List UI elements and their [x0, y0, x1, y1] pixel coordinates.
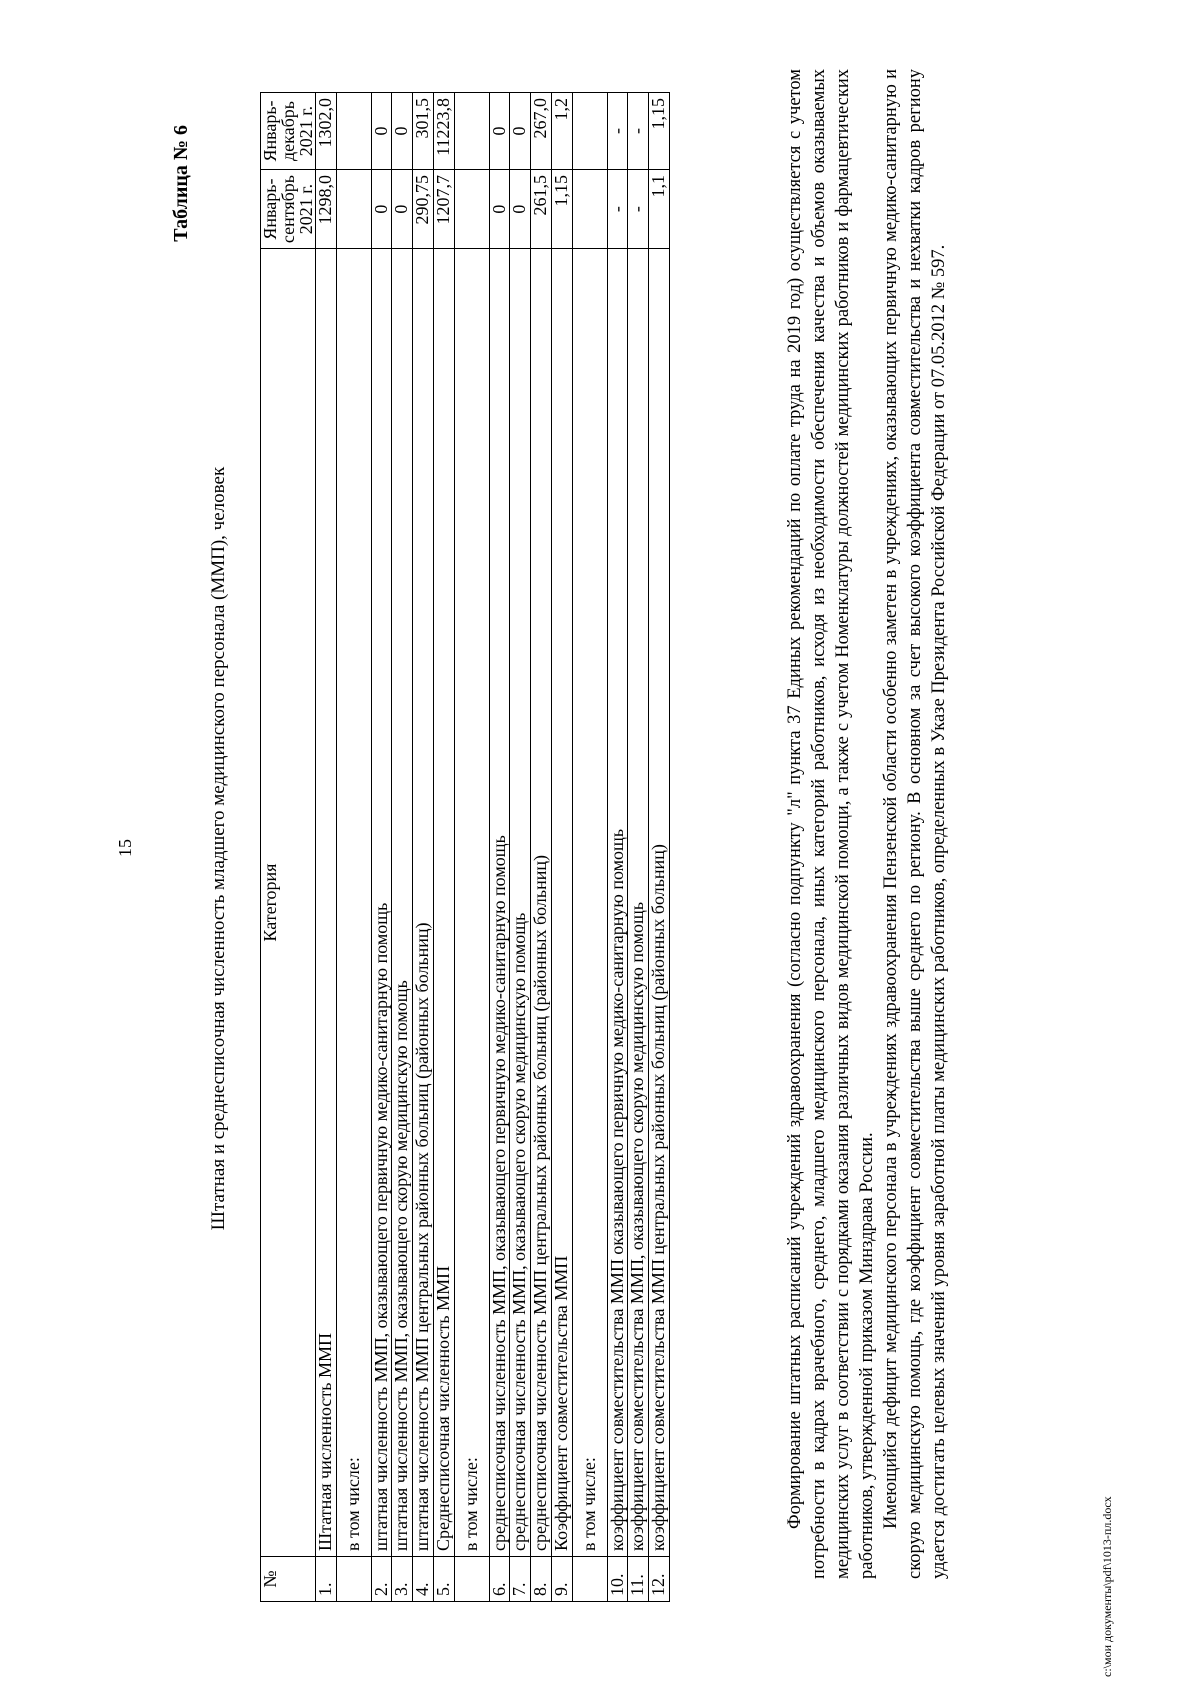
table-row [413, 93, 434, 1602]
table-row [489, 93, 510, 1602]
jan-dec-value-cell: - [607, 93, 628, 170]
jan-sep-value-cell: 0 [510, 170, 531, 249]
jan-sep-value-cell: 1,1 [649, 170, 670, 249]
row-number-cell: 6. [489, 1557, 510, 1602]
row-number-cell: 10. [607, 1557, 628, 1602]
jan-sep-value-cell: - [607, 170, 628, 249]
jan-dec-value-cell: 267,0 [531, 93, 552, 170]
header-jan-sep-line-3: 2021 г. [296, 183, 316, 235]
category-cell: среднесписочная численность ММП центральных районных больниц (районных больниц) [531, 249, 552, 1557]
category-cell: штатная численность ММП центральных районных больниц (районных больниц) [413, 249, 434, 1557]
category-cell: в том числе: [454, 249, 489, 1557]
jan-sep-value-cell [336, 170, 371, 249]
jan-dec-value-cell: 1,2 [551, 93, 572, 170]
jan-dec-value-cell: 0 [392, 93, 413, 170]
category-cell: среднесписочная численность ММП, оказывающего скорую медицинскую помощь [510, 249, 531, 1557]
jan-sep-value-cell: 290,75 [413, 170, 434, 249]
table-caption: Штатная и среднесписочная численность младшего медицинского персонала (ММП), человек [208, 466, 229, 1231]
jan-sep-value-cell: 1207,7 [433, 170, 454, 249]
row-number-cell [454, 1557, 489, 1602]
category-cell: в том числе: [336, 249, 371, 1557]
paragraph-1: Формирование штатных расписаний учреждений здравоохранения (согласно подпункту "л" пункта 37 Единых рекомендаций по оплате труда на 2019 год) осуществляется с учетом потребности в кадрах врачебного, среднего, младшего медицинского персонала, иных категорий работников, исходя из необходимости обеспечения качества и объемов оказываемых медицинских услуг в соответствии с порядками оказания различных видов медицинской помощи, а также с учетом Номенклатуры должностей медицинских работников и фармацевтических работников, утвержденной приказом Минздрава России. [785, 69, 878, 1579]
table-row [607, 93, 628, 1602]
category-cell: коэффициент совместительства ММП, оказывающего скорую медицинскую помощь [628, 249, 649, 1557]
category-cell: штатная численность ММП, оказывающего первичную медико-санитарную помощь [371, 249, 392, 1557]
header-jan-sep-2021 [261, 170, 316, 249]
jan-sep-value-cell [454, 170, 489, 249]
jan-dec-value-cell: 0 [489, 93, 510, 170]
jan-sep-value-cell: 0 [392, 170, 413, 249]
jan-dec-value-cell: 0 [510, 93, 531, 170]
file-path-footer: c:\мои документы\pdf\1013-пл.docx [1100, 1496, 1114, 1677]
header-number: № [261, 1557, 316, 1602]
row-number-cell [336, 1557, 371, 1602]
table-row [510, 93, 531, 1602]
jan-dec-value-cell: 11223,8 [433, 93, 454, 170]
row-number-cell: 2. [371, 1557, 392, 1602]
row-number-cell: 4. [413, 1557, 434, 1602]
staffing-table [260, 92, 670, 1602]
table-row [392, 93, 413, 1602]
table-row [649, 93, 670, 1602]
jan-sep-value-cell: 0 [371, 170, 392, 249]
category-cell: Коэффициент совместительства ММП [551, 249, 572, 1557]
paragraph-2: Имеющийся дефицит медицинского персонала в учреждениях здравоохранения Пензенской области особенно заметен в учреждениях, оказывающих первичную медико-санитарную и скорую медицинскую помощь, где коэффициент совместительства выше среднего по региону. В основном за счет высокого коэффициента совместительства и нехватки кадров региону удается достигать целевых значений уровня заработной платы медицинских работников, определенных в Указе Президента Российской Федерации от 07.05.2012 № 597. [881, 69, 950, 1579]
table-row [454, 93, 489, 1602]
jan-dec-value-cell: 0 [371, 93, 392, 170]
jan-sep-value-cell [572, 170, 607, 249]
table-row [628, 93, 649, 1602]
header-jan-sep-line-2: сентябрь [278, 175, 298, 244]
jan-dec-value-cell [572, 93, 607, 170]
category-cell: коэффициент совместительства ММП центральных районных больниц (районных больниц) [649, 249, 670, 1557]
jan-dec-value-cell: - [628, 93, 649, 170]
row-number-cell: 5. [433, 1557, 454, 1602]
jan-dec-value-cell [336, 93, 371, 170]
category-cell: коэффициент совместительства ММП оказывающего первичную медико-санитарную помощь [607, 249, 628, 1557]
jan-dec-value-cell: 1,15 [649, 93, 670, 170]
table-row [316, 93, 337, 1602]
category-cell: в том числе: [572, 249, 607, 1557]
header-category: Категория [261, 249, 316, 1557]
category-cell: Штатная численность ММП [316, 249, 337, 1557]
table-row [433, 93, 454, 1602]
page-number: 15 [115, 839, 135, 857]
header-jan-dec-line-3: 2021 г. [296, 105, 316, 157]
table-row [336, 93, 371, 1602]
row-number-cell: 11. [628, 1557, 649, 1602]
row-number-cell: 12. [649, 1557, 670, 1602]
table-row [531, 93, 552, 1602]
jan-dec-value-cell: 301,5 [413, 93, 434, 170]
jan-sep-value-cell: 261,5 [531, 170, 552, 249]
row-number-cell: 9. [551, 1557, 572, 1602]
category-cell: Среднесписочная численность ММП [433, 249, 454, 1557]
table-row [551, 93, 572, 1602]
jan-sep-value-cell: 1298,0 [316, 170, 337, 249]
jan-sep-value-cell: - [628, 170, 649, 249]
row-number-cell [572, 1557, 607, 1602]
header-jan-dec-line-2: декабрь [278, 101, 298, 161]
header-jan-sep-line-1: Январь- [260, 178, 280, 240]
header-jan-dec-line-1: Январь- [260, 100, 280, 162]
table-row [572, 93, 607, 1602]
table-header-row [261, 93, 316, 1602]
row-number-cell: 1. [316, 1557, 337, 1602]
jan-sep-value-cell: 0 [489, 170, 510, 249]
row-number-cell: 7. [510, 1557, 531, 1602]
header-jan-dec-2021 [261, 93, 316, 170]
row-number-cell: 8. [531, 1557, 552, 1602]
category-cell: среднесписочная численность ММП, оказывающего первичную медико-санитарную помощь [489, 249, 510, 1557]
category-cell: штатная численность ММП, оказывающего скорую медицинскую помощь [392, 249, 413, 1557]
jan-sep-value-cell: 1,15 [551, 170, 572, 249]
table-row [371, 93, 392, 1602]
jan-dec-value-cell [454, 93, 489, 170]
body-text [783, 69, 951, 1579]
jan-dec-value-cell: 1302,0 [316, 93, 337, 170]
table-label: Таблица № 6 [170, 125, 192, 242]
row-number-cell: 3. [392, 1557, 413, 1602]
